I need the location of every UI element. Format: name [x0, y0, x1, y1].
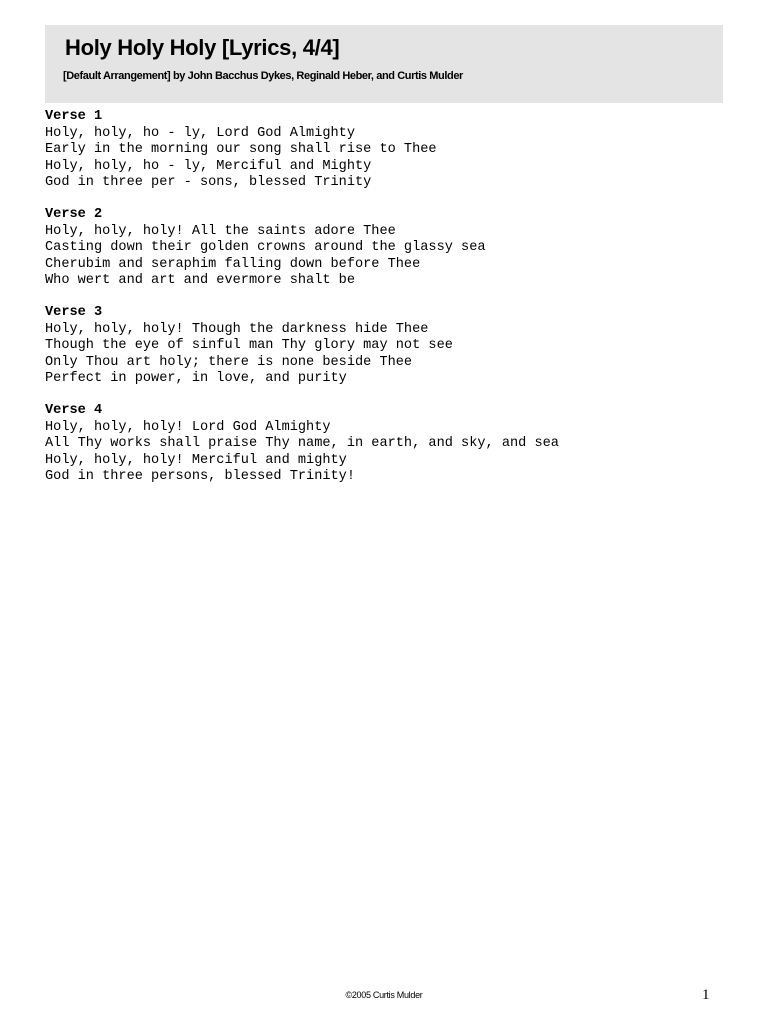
- lyric-line: Holy, holy, holy! Though the darkness hide Thee: [45, 321, 429, 337]
- lyric-line: Holy, holy, holy! Lord God Almighty: [45, 419, 331, 435]
- page-number: 1: [702, 987, 710, 1003]
- lyric-line: God in three per - sons, blessed Trinity: [45, 175, 372, 190]
- lyric-line: Holy, holy, holy! All the saints adore Thee: [45, 223, 396, 239]
- lyric-line: Holy, holy, ho - ly, Merciful and Mighty: [45, 158, 372, 174]
- verse-label: Verse 4: [45, 403, 103, 418]
- lyric-line: All Thy works shall praise Thy name, in earth, and sky, and sea: [45, 436, 559, 451]
- lyric-line: Holy, holy, ho - ly, Lord God Almighty: [45, 125, 355, 141]
- header-box: [45, 25, 723, 103]
- copyright-footer: ©2005 Curtis Mulder: [345, 990, 423, 1000]
- lyric-line: Though the eye of sinful man Thy glory may not see: [45, 338, 453, 353]
- lyric-line: Early in the morning our song shall rise to Thee: [45, 142, 437, 157]
- verse-label: Verse 2: [45, 207, 103, 222]
- verse-2: [45, 207, 745, 290]
- verse-4: [45, 403, 745, 486]
- lyric-line: Who wert and art and evermore shalt be: [45, 273, 355, 288]
- lyric-line: Perfect in power, in love, and purity: [45, 371, 347, 386]
- verse-label: Verse 1: [45, 109, 103, 124]
- song-title: Holy Holy Holy [Lyrics, 4/4]: [65, 35, 340, 60]
- verse-label: Verse 3: [45, 305, 103, 320]
- lyric-line: God in three persons, blessed Trinity!: [45, 469, 355, 484]
- verse-3: [45, 305, 745, 388]
- verse-1: [45, 109, 745, 192]
- lyric-line: Holy, holy, holy! Merciful and mighty: [45, 452, 347, 468]
- song-credits: [Default Arrangement] by John Bacchus Dykes, Reginald Heber, and Curtis Mulder: [63, 70, 463, 82]
- lyrics-body: [45, 109, 745, 501]
- lyric-line: Cherubim and seraphim falling down before Thee: [45, 256, 421, 272]
- lyric-line: Only Thou art holy; there is none beside Thee: [45, 354, 413, 370]
- lyric-line: Casting down their golden crowns around the glassy sea: [45, 240, 486, 255]
